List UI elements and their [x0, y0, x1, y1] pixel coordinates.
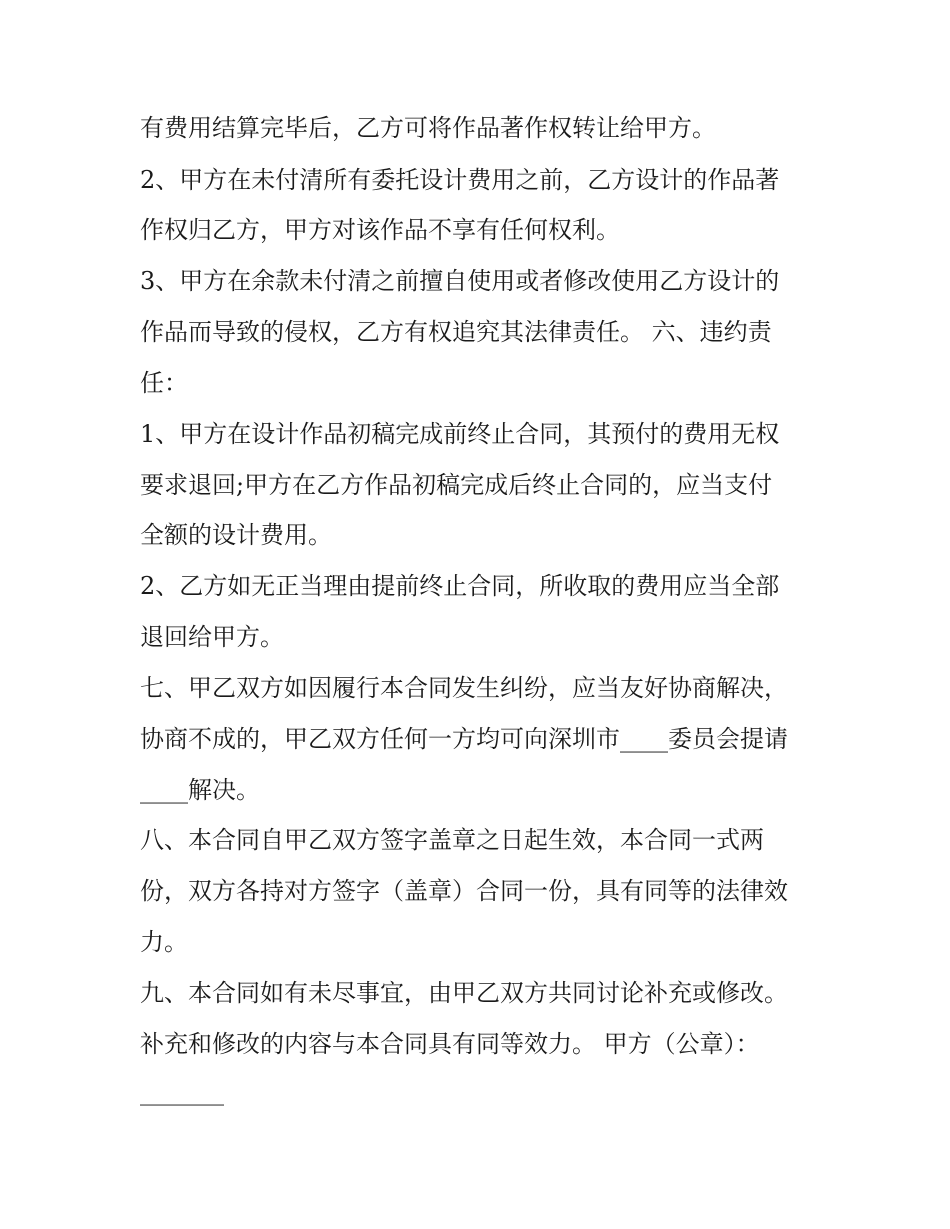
- text-line: 作权归乙方，甲方对该作品不享有任何权利。: [140, 216, 620, 244]
- text-line: ____解决。: [140, 776, 260, 804]
- text-line: 2、甲方在未付清所有委托设计费用之前，乙方设计的作品著: [140, 166, 780, 194]
- text-line: 九、本合同如有未尽事宜，由甲乙双方共同讨论补充或修改。: [140, 979, 788, 1007]
- text-line: 有费用结算完毕后，乙方可将作品著作权转让给甲方。: [140, 114, 716, 142]
- text-line: 七、甲乙双方如因履行本合同发生纠纷，应当友好协商解决，: [140, 674, 788, 702]
- text-line: 补充和修改的内容与本合同具有同等效力。 甲方（公章）：: [140, 1030, 760, 1058]
- text-line: 3、甲方在余款未付清之前擅自使用或者修改使用乙方设计的: [140, 267, 780, 295]
- text-line: 协商不成的，甲乙双方任何一方均可向深圳市____委员会提请: [140, 725, 788, 753]
- text-line: 八、本合同自甲乙双方签字盖章之日起生效，本合同一式两: [140, 826, 764, 854]
- text-line: 份，双方各持对方签字（盖章）合同一份，具有同等的法律效: [140, 877, 788, 905]
- signature-blank: _______: [140, 1078, 224, 1106]
- text-line: 退回给甲方。: [140, 623, 284, 651]
- text-line: 1、甲方在设计作品初稿完成前终止合同，其预付的费用无权: [140, 420, 780, 448]
- text-line: 作品而导致的侵权，乙方有权追究其法律责任。 六、违约责: [140, 318, 772, 346]
- text-line: 力。: [140, 928, 188, 956]
- text-line: 任：: [140, 369, 188, 397]
- text-line: 要求退回;甲方在乙方作品初稿完成后终止合同的，应当支付: [140, 471, 773, 499]
- text-line: 全额的设计费用。: [140, 521, 332, 549]
- text-line: 2、乙方如无正当理由提前终止合同，所收取的费用应当全部: [140, 572, 780, 600]
